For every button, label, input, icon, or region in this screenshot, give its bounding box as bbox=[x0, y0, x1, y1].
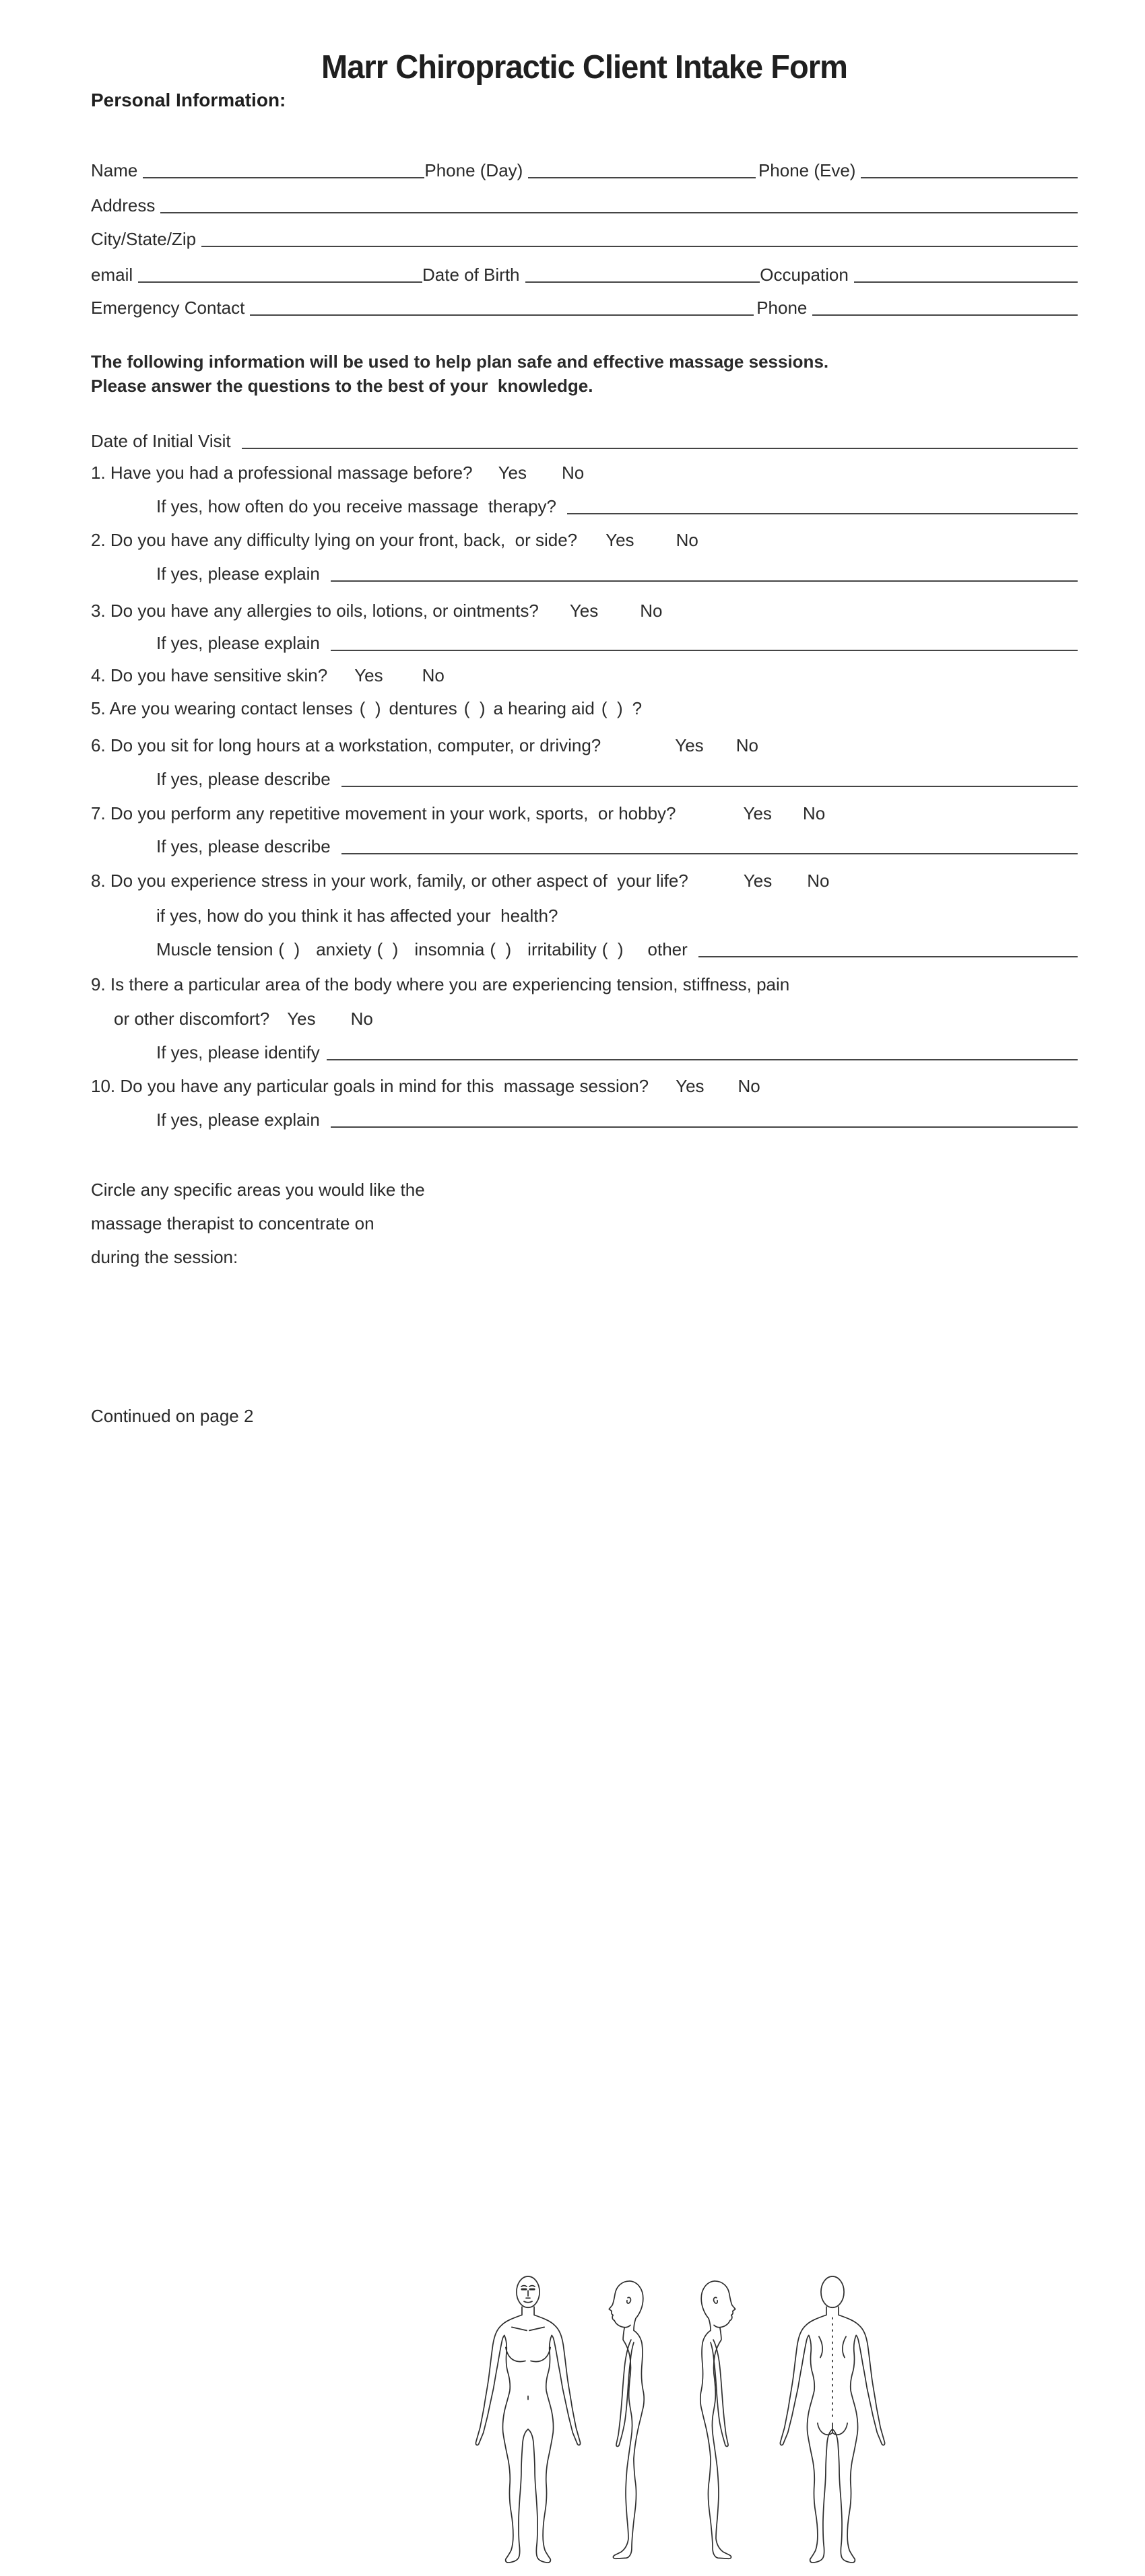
no-option[interactable]: No bbox=[738, 1076, 760, 1096]
no-option[interactable]: No bbox=[807, 871, 830, 891]
question-10-answer-line[interactable] bbox=[331, 1126, 1078, 1128]
yes-option[interactable]: Yes bbox=[743, 803, 772, 823]
question-10-text: 10. Do you have any particular goals in mind for this massage session? bbox=[91, 1076, 649, 1096]
left-profile-body-figure[interactable] bbox=[587, 2276, 669, 2576]
address-row bbox=[91, 195, 1078, 216]
date-of-initial-visit-field-line[interactable] bbox=[242, 448, 1078, 449]
date-of-birth-label: Date of Birth bbox=[422, 265, 520, 285]
no-option[interactable]: No bbox=[676, 530, 698, 550]
yes-option[interactable]: Yes bbox=[676, 1076, 705, 1096]
city-state-zip-field-line[interactable] bbox=[201, 246, 1078, 247]
circle-areas-note-line-3: during the session: bbox=[91, 1247, 238, 1267]
question-9-followup bbox=[156, 1042, 1078, 1063]
no-option[interactable]: No bbox=[735, 735, 758, 755]
yes-option[interactable]: Yes bbox=[287, 1009, 316, 1029]
emergency-contact-row bbox=[91, 298, 1078, 318]
question-1-followup bbox=[156, 496, 1078, 517]
question-3-followup bbox=[156, 633, 1078, 654]
question-2-followup-text: If yes, please explain bbox=[156, 564, 320, 584]
intro-line-2 bbox=[91, 376, 1078, 397]
question-9-answer-line[interactable] bbox=[327, 1059, 1078, 1060]
front-body-figure[interactable] bbox=[471, 2272, 585, 2576]
circle-areas-note-line-2: massage therapist to concentrate on bbox=[91, 1213, 374, 1233]
yes-option[interactable]: Yes bbox=[354, 665, 383, 685]
question-7-text: 7. Do you perform any repetitive movement in your work, sports, or hobby? bbox=[91, 803, 676, 823]
question-3-text: 3. Do you have any allergies to oils, lotions, or ointments? bbox=[91, 601, 539, 621]
question-7-followup-text: If yes, please describe bbox=[156, 836, 331, 856]
date-of-birth-field-line[interactable] bbox=[525, 281, 760, 283]
contact-lenses-checkbox[interactable]: ( ) bbox=[359, 698, 381, 718]
right-profile-body-figure[interactable] bbox=[675, 2276, 757, 2576]
date-of-initial-visit-label: Date of Initial Visit bbox=[91, 431, 231, 451]
question-9-text: 9. Is there a particular area of the body where you are experiencing tension, stiffness, pain bbox=[91, 974, 790, 994]
intro-text-2: Please answer the questions to the best of your knowledge. bbox=[91, 376, 593, 396]
intro-text-1: The following information will be used to help plan safe and effective massage sessions. bbox=[91, 351, 829, 372]
insomnia-label: insomnia bbox=[414, 939, 485, 959]
email-field-line[interactable] bbox=[138, 281, 422, 283]
yes-option[interactable]: Yes bbox=[498, 463, 527, 483]
address-field-line[interactable] bbox=[160, 212, 1078, 213]
yes-option[interactable]: Yes bbox=[675, 735, 704, 755]
question-4-text: 4. Do you have sensitive skin? bbox=[91, 665, 328, 685]
question-8-text: 8. Do you experience stress in your work, family, or other aspect of your life? bbox=[91, 871, 688, 891]
question-10-followup bbox=[156, 1110, 1078, 1130]
question-9-followup-text: If yes, please identify bbox=[156, 1042, 320, 1062]
no-option[interactable]: No bbox=[350, 1009, 373, 1029]
muscle-tension-checkbox[interactable]: ( ) bbox=[278, 939, 300, 959]
question-8 bbox=[91, 871, 1078, 891]
question-9-line-1 bbox=[91, 974, 1078, 995]
question-2-text: 2. Do you have any difficulty lying on your front, back, or side? bbox=[91, 530, 578, 550]
personal-information-heading: Personal Information: bbox=[91, 90, 286, 110]
city-state-zip-row bbox=[91, 229, 1078, 250]
question-6-answer-line[interactable] bbox=[341, 786, 1078, 787]
phone-day-label: Phone (Day) bbox=[424, 160, 523, 180]
no-option[interactable]: No bbox=[562, 463, 585, 483]
question-6 bbox=[91, 735, 1078, 756]
question-5-dentures-label: dentures bbox=[389, 698, 457, 718]
emergency-contact-field-line[interactable] bbox=[250, 314, 754, 316]
question-7-answer-line[interactable] bbox=[341, 853, 1078, 854]
yes-option[interactable]: Yes bbox=[569, 601, 599, 621]
question-9-line-2 bbox=[114, 1009, 1078, 1029]
page-title: Marr Chiropractic Client Intake Form bbox=[321, 49, 847, 86]
other-answer-line[interactable] bbox=[698, 956, 1078, 957]
question-5-text: 5. Are you wearing contact lenses bbox=[91, 698, 353, 718]
intro-line-1 bbox=[91, 351, 1078, 372]
continued-footer: Continued on page 2 bbox=[91, 1406, 254, 1426]
phone-eve-field-line[interactable] bbox=[861, 177, 1078, 178]
question-3-followup-text: If yes, please explain bbox=[156, 633, 320, 653]
no-option[interactable]: No bbox=[640, 601, 663, 621]
question-1-answer-line[interactable] bbox=[567, 513, 1078, 514]
emergency-phone-field-line[interactable] bbox=[812, 314, 1078, 316]
name-label: Name bbox=[91, 160, 138, 180]
address-label: Address bbox=[91, 195, 156, 215]
question-5-hearing-aid-label: a hearing aid bbox=[493, 698, 595, 718]
city-state-zip-label: City/State/Zip bbox=[91, 229, 197, 249]
no-option[interactable]: No bbox=[802, 803, 826, 823]
question-7-followup bbox=[156, 836, 1078, 857]
question-3 bbox=[91, 601, 1078, 621]
hearing-aid-checkbox[interactable]: ( ) bbox=[601, 698, 623, 718]
date-of-initial-visit-row bbox=[91, 431, 1078, 452]
question-1-text: 1. Have you had a professional massage before? bbox=[91, 463, 473, 483]
question-1-followup-text: If yes, how often do you receive massage therapy? bbox=[156, 496, 557, 516]
insomnia-checkbox[interactable]: ( ) bbox=[490, 939, 512, 959]
question-8-followup bbox=[156, 906, 1078, 926]
question-2-answer-line[interactable] bbox=[331, 580, 1078, 582]
name-field-line[interactable] bbox=[143, 177, 424, 178]
circle-areas-note-line-1: Circle any specific areas you would like the bbox=[91, 1180, 425, 1200]
emergency-contact-label: Emergency Contact bbox=[91, 298, 245, 318]
other-label: other bbox=[647, 939, 688, 959]
emergency-phone-label: Phone bbox=[756, 298, 808, 318]
question-7 bbox=[91, 803, 1078, 824]
question-3-answer-line[interactable] bbox=[331, 650, 1078, 651]
question-8-options-row bbox=[156, 939, 1078, 960]
question-9-text-continued: or other discomfort? bbox=[114, 1009, 270, 1029]
dentures-checkbox[interactable]: ( ) bbox=[463, 698, 486, 718]
phone-day-field-line[interactable] bbox=[528, 177, 756, 178]
muscle-tension-label: Muscle tension bbox=[156, 939, 273, 959]
yes-option[interactable]: Yes bbox=[743, 871, 773, 891]
question-1 bbox=[91, 463, 1078, 483]
question-2-followup bbox=[156, 564, 1078, 584]
no-option[interactable]: No bbox=[422, 665, 445, 685]
anxiety-checkbox[interactable]: ( ) bbox=[377, 939, 399, 959]
occupation-label: Occupation bbox=[760, 265, 849, 285]
question-6-followup bbox=[156, 769, 1078, 790]
question-4 bbox=[91, 665, 1078, 686]
question-8-followup-text: if yes, how do you think it has affected your health? bbox=[156, 906, 558, 926]
body-diagram bbox=[0, 1131, 1145, 1481]
irritability-label: irritability bbox=[527, 939, 597, 959]
yes-option[interactable]: Yes bbox=[606, 530, 634, 550]
question-2 bbox=[91, 530, 1078, 551]
name-row bbox=[91, 160, 1078, 181]
occupation-field-line[interactable] bbox=[854, 281, 1078, 283]
question-5-question-mark: ? bbox=[632, 698, 643, 718]
irritability-checkbox[interactable]: ( ) bbox=[601, 939, 624, 959]
question-6-text: 6. Do you sit for long hours at a workstation, computer, or driving? bbox=[91, 735, 601, 755]
anxiety-label: anxiety bbox=[316, 939, 372, 959]
question-5 bbox=[91, 698, 1078, 719]
back-body-figure[interactable] bbox=[776, 2272, 889, 2576]
question-6-followup-text: If yes, please describe bbox=[156, 769, 331, 789]
phone-eve-label: Phone (Eve) bbox=[758, 160, 856, 180]
question-10-followup-text: If yes, please explain bbox=[156, 1110, 320, 1130]
question-10 bbox=[91, 1076, 1078, 1097]
email-label: email bbox=[91, 265, 133, 285]
email-row bbox=[91, 265, 1078, 285]
